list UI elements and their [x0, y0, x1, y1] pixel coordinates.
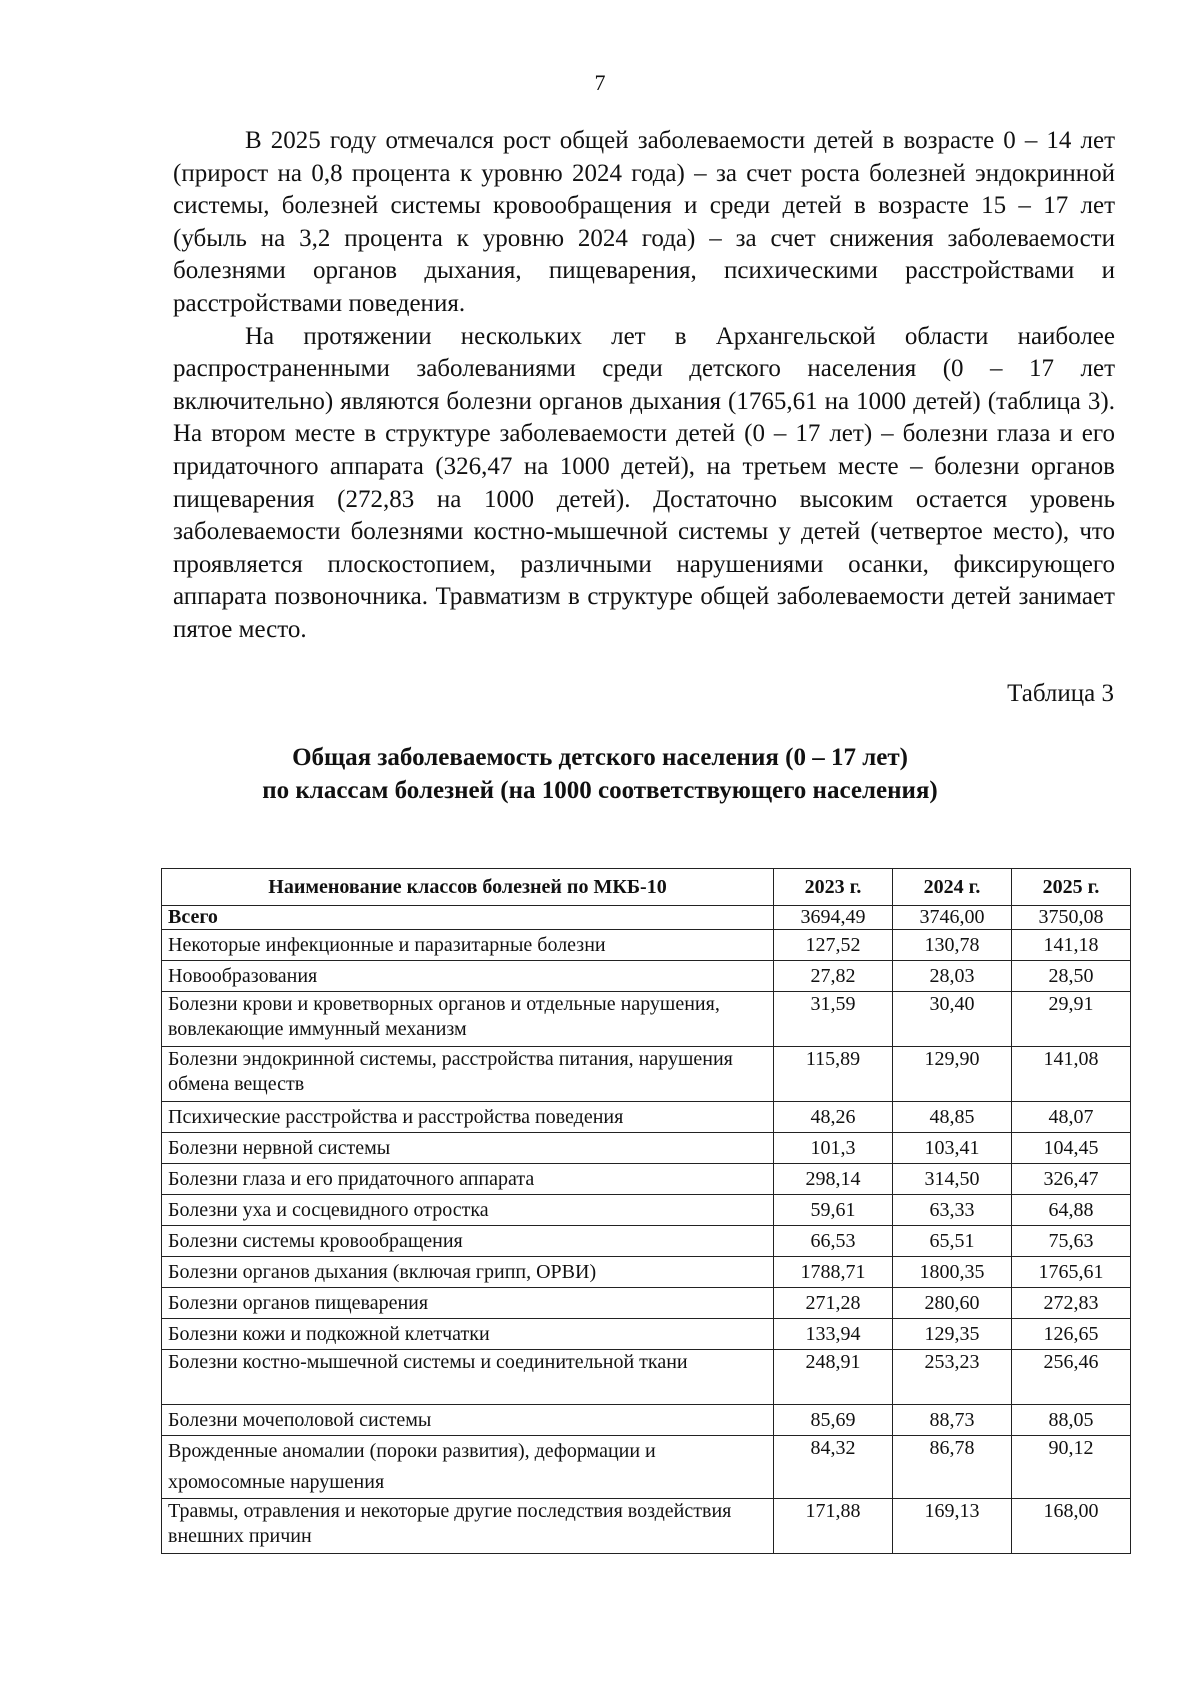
- row-name: Болезни крови и кроветворных органов и отдельные нарушения, вовлекающие иммунный механизм: [162, 992, 774, 1047]
- page-number: 7: [594, 70, 606, 95]
- row-name: Болезни органов пищеварения: [162, 1288, 774, 1319]
- value-2024: 130,78: [893, 930, 1012, 961]
- value-2023: 1788,71: [774, 1257, 893, 1288]
- value-2024: 63,33: [893, 1195, 1012, 1226]
- row-name: Всего: [162, 906, 774, 930]
- row-name: Травмы, отравления и некоторые другие последствия воздействия внешних причин: [162, 1499, 774, 1554]
- value-2025: 28,50: [1012, 961, 1131, 992]
- value-2025: 272,83: [1012, 1288, 1131, 1319]
- value-2023: 271,28: [774, 1288, 893, 1319]
- table-row: [162, 992, 1131, 1047]
- value-2025: 29,91: [1012, 992, 1131, 1047]
- value-2023: 31,59: [774, 992, 893, 1047]
- row-name: Новообразования: [162, 961, 774, 992]
- value-2023: 133,94: [774, 1319, 893, 1350]
- table-row: [162, 1288, 1131, 1319]
- header-year-2025: 2025 г.: [1012, 869, 1131, 906]
- value-2023: 171,88: [774, 1499, 893, 1554]
- value-2024: 129,90: [893, 1047, 1012, 1102]
- paragraph-1: В 2025 году отмечался рост общей заболеваемости детей в возрасте 0 – 14 лет (прирост на 0,8 процента к уровню 2024 года) – за счет роста болезней эндокринной системы, болезней системы кровообращения и среди детей в возрасте 15 – 17 лет (убыль на 3,2 процента к уровню 2024 года) – за счет снижения заболеваемости болезнями органов дыхания, пищеварения, психическими расстройствами и расстройствами поведения.: [173, 127, 1115, 317]
- value-2024: 129,35: [893, 1319, 1012, 1350]
- row-name: Болезни кожи и подкожной клетчатки: [162, 1319, 774, 1350]
- table-row: [162, 1350, 1131, 1405]
- table-row: [162, 961, 1131, 992]
- row-name: Болезни органов дыхания (включая грипп, ОРВИ): [162, 1257, 774, 1288]
- value-2023: 84,32: [774, 1436, 893, 1499]
- table-row: [162, 1133, 1131, 1164]
- value-2023: 127,52: [774, 930, 893, 961]
- value-2025: 64,88: [1012, 1195, 1131, 1226]
- table-row: [162, 1499, 1131, 1554]
- value-2023: 48,26: [774, 1102, 893, 1133]
- value-2024: 88,73: [893, 1405, 1012, 1436]
- row-name: Болезни системы кровообращения: [162, 1226, 774, 1257]
- value-2025: 3750,08: [1012, 906, 1131, 930]
- value-2023: 66,53: [774, 1226, 893, 1257]
- value-2025: 126,65: [1012, 1319, 1131, 1350]
- value-2024: 103,41: [893, 1133, 1012, 1164]
- table-title-line-1: Общая заболеваемость детского населения (0 – 17 лет): [292, 744, 908, 771]
- row-name: Болезни глаза и его придаточного аппарата: [162, 1164, 774, 1195]
- table-row: [162, 930, 1131, 961]
- value-2023: 59,61: [774, 1195, 893, 1226]
- value-2023: 3694,49: [774, 906, 893, 930]
- table-title: [0, 741, 1200, 807]
- row-name: Болезни костно-мышечной системы и соединительной ткани: [162, 1350, 774, 1405]
- value-2025: 90,12: [1012, 1436, 1131, 1499]
- row-name: Некоторые инфекционные и паразитарные болезни: [162, 930, 774, 961]
- value-2024: 3746,00: [893, 906, 1012, 930]
- value-2023: 298,14: [774, 1164, 893, 1195]
- body-text: [173, 125, 1115, 647]
- value-2024: 280,60: [893, 1288, 1012, 1319]
- table-row: [162, 1102, 1131, 1133]
- table-row: [162, 1226, 1131, 1257]
- table-row: [162, 1257, 1131, 1288]
- row-name: Болезни нервной системы: [162, 1133, 774, 1164]
- value-2024: 30,40: [893, 992, 1012, 1047]
- value-2024: 65,51: [893, 1226, 1012, 1257]
- table-row: [162, 1047, 1131, 1102]
- morbidity-table: [161, 868, 1131, 1554]
- value-2025: 104,45: [1012, 1133, 1131, 1164]
- value-2023: 101,3: [774, 1133, 893, 1164]
- value-2025: 168,00: [1012, 1499, 1131, 1554]
- row-name: Болезни уха и сосцевидного отростка: [162, 1195, 774, 1226]
- row-name: Болезни мочеполовой системы: [162, 1405, 774, 1436]
- row-name: Психические расстройства и расстройства поведения: [162, 1102, 774, 1133]
- value-2024: 48,85: [893, 1102, 1012, 1133]
- value-2023: 115,89: [774, 1047, 893, 1102]
- table-header-row: [162, 869, 1131, 906]
- table-caption: Таблица 3: [1007, 680, 1114, 707]
- value-2024: 314,50: [893, 1164, 1012, 1195]
- table-row: [162, 1436, 1131, 1499]
- header-disease-class: Наименование классов болезней по МКБ-10: [162, 869, 774, 906]
- table-row: [162, 1164, 1131, 1195]
- value-2025: 75,63: [1012, 1226, 1131, 1257]
- value-2024: 253,23: [893, 1350, 1012, 1405]
- value-2023: 85,69: [774, 1405, 893, 1436]
- value-2023: 248,91: [774, 1350, 893, 1405]
- paragraph-2: На протяжении нескольких лет в Архангельской области наиболее распространенными заболеваниями среди детского населения (0 – 17 лет включительно) являются болезни органов дыхания (1765,61 на 1000 детей) (таблица 3). На втором месте в структуре заболеваемости детей (0 – 17 лет) – болезни глаза и его придаточного аппарата (326,47 на 1000 детей), на третьем месте – болезни органов пищеварения (272,83 на 1000 детей). Достаточно высоким остается уровень заболеваемости болезнями костно-мышечной системы у детей (четвертое место), что проявляется плоскостопием, различными нарушениями осанки, фиксирующего аппарата позвоночника. Травматизм в структуре общей заболеваемости детей занимает пятое место.: [173, 322, 1115, 643]
- header-year-2024: 2024 г.: [893, 869, 1012, 906]
- value-2025: 326,47: [1012, 1164, 1131, 1195]
- value-2024: 28,03: [893, 961, 1012, 992]
- table-row: [162, 1319, 1131, 1350]
- value-2025: 88,05: [1012, 1405, 1131, 1436]
- value-2024: 86,78: [893, 1436, 1012, 1499]
- table-row: [162, 1405, 1131, 1436]
- row-name: Врожденные аномалии (пороки развития), деформации и хромосомные нарушения: [162, 1436, 774, 1499]
- table-row: [162, 1195, 1131, 1226]
- value-2025: 141,18: [1012, 930, 1131, 961]
- table-row: [162, 906, 1131, 930]
- value-2025: 256,46: [1012, 1350, 1131, 1405]
- value-2024: 169,13: [893, 1499, 1012, 1554]
- header-year-2023: 2023 г.: [774, 869, 893, 906]
- value-2025: 48,07: [1012, 1102, 1131, 1133]
- value-2025: 141,08: [1012, 1047, 1131, 1102]
- value-2023: 27,82: [774, 961, 893, 992]
- value-2024: 1800,35: [893, 1257, 1012, 1288]
- row-name: Болезни эндокринной системы, расстройства питания, нарушения обмена веществ: [162, 1047, 774, 1102]
- table-title-line-2: по классам болезней (на 1000 соответствующего населения): [262, 777, 938, 804]
- value-2025: 1765,61: [1012, 1257, 1131, 1288]
